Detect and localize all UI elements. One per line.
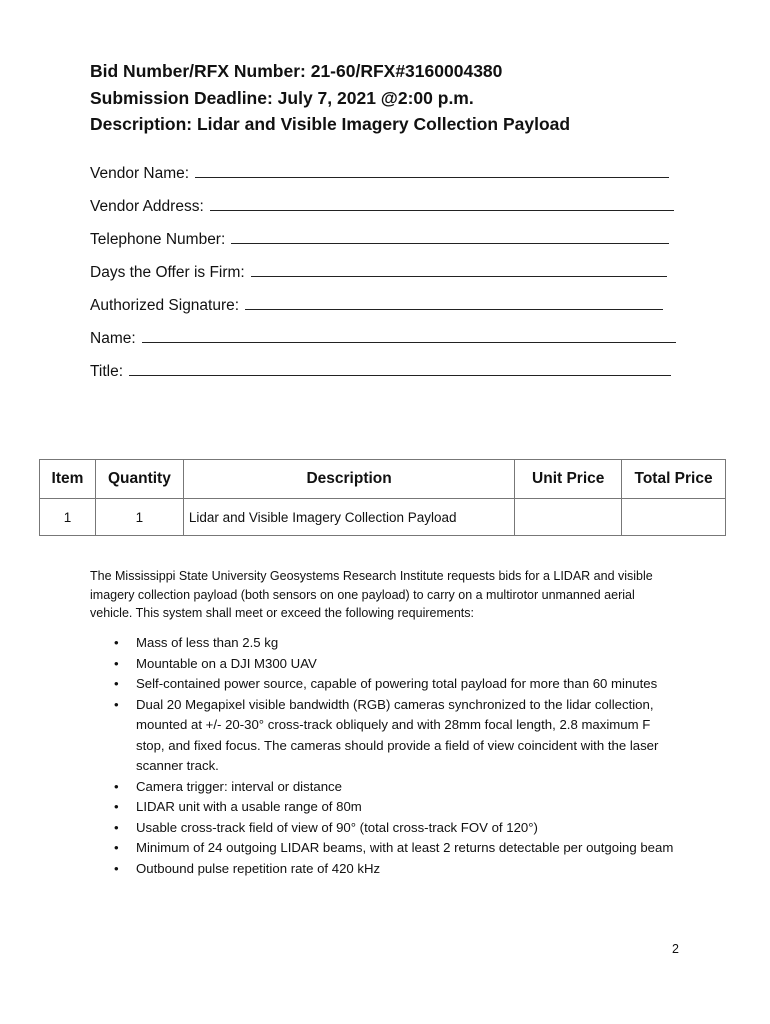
requirement-text: Usable cross-track field of view of 90° (total cross-track FOV of 120°) bbox=[136, 819, 538, 835]
list-item bbox=[90, 859, 680, 880]
list-item bbox=[90, 695, 680, 777]
list-item bbox=[90, 654, 680, 675]
bullet-icon: • bbox=[114, 860, 119, 876]
requirement-text: Outbound pulse repetition rate of 420 kHz bbox=[136, 860, 381, 876]
quantity-cell: 1 bbox=[95, 499, 183, 536]
fill-in-line[interactable] bbox=[210, 193, 674, 211]
telephone-number-field bbox=[90, 226, 690, 259]
field-label: Days the Offer is Firm: bbox=[90, 264, 245, 281]
requirement-text: LIDAR unit with a usable range of 80m bbox=[136, 799, 362, 814]
list-item bbox=[90, 797, 680, 818]
column-header-description: Description bbox=[183, 460, 514, 499]
field-label: Vendor Name: bbox=[90, 165, 190, 182]
bullet-icon: • bbox=[114, 635, 119, 650]
item-cell: 1 bbox=[40, 499, 96, 536]
vendor-info-form bbox=[90, 160, 690, 391]
field-label: Title: bbox=[90, 363, 124, 380]
requirement-text: Minimum of 24 outgoing LIDAR beams, with at least 2 returns detectable per outgoing beam bbox=[136, 840, 674, 855]
list-item bbox=[90, 777, 680, 798]
requirement-text: Mass of less than 2.5 kg bbox=[136, 635, 279, 650]
vendor-name-field bbox=[90, 160, 690, 193]
fill-in-line[interactable] bbox=[195, 160, 669, 178]
column-header-total-price: Total Price bbox=[622, 460, 726, 499]
fill-in-line[interactable] bbox=[251, 259, 667, 277]
bullet-icon: • bbox=[114, 819, 119, 835]
list-item bbox=[90, 818, 680, 839]
bullet-icon: • bbox=[114, 696, 119, 712]
fill-in-line[interactable] bbox=[231, 226, 669, 244]
requirement-text: Self-contained power source, capable of powering total payload for more than 60 minutes bbox=[136, 676, 658, 691]
submission-deadline: Submission Deadline: July 7, 2021 @2:00 p.m. bbox=[90, 87, 474, 108]
table-row bbox=[40, 499, 726, 536]
days-offer-firm-field bbox=[90, 259, 690, 292]
unit-price-cell[interactable] bbox=[515, 499, 622, 536]
bullet-icon: • bbox=[114, 676, 119, 691]
field-label: Name: bbox=[90, 330, 136, 347]
list-item bbox=[90, 838, 680, 859]
authorized-signature-field bbox=[90, 292, 690, 325]
field-label: Vendor Address: bbox=[90, 198, 204, 215]
title-field bbox=[90, 358, 690, 391]
field-label: Telephone Number: bbox=[90, 231, 226, 248]
bid-header bbox=[90, 58, 710, 138]
fill-in-line[interactable] bbox=[129, 358, 671, 376]
page-number: 2 bbox=[672, 942, 679, 956]
bullet-icon: • bbox=[114, 799, 119, 814]
table-header-row bbox=[40, 460, 726, 499]
pricing-table bbox=[39, 459, 726, 536]
vendor-address-field bbox=[90, 193, 690, 226]
total-price-cell[interactable] bbox=[622, 499, 726, 536]
bullet-icon: • bbox=[114, 655, 119, 671]
list-item bbox=[90, 674, 680, 695]
fill-in-line[interactable] bbox=[142, 325, 676, 343]
column-header-item: Item bbox=[40, 460, 96, 499]
bid-description: Description: Lidar and Visible Imagery Collection Payload bbox=[90, 114, 571, 134]
requirement-text: Mountable on a DJI M300 UAV bbox=[136, 655, 317, 671]
requirement-text: Dual 20 Megapixel visible bandwidth (RGB) cameras synchronized to the lidar collection, mounted at +/- 20-30° cross-track obliquely and with 28mm focal length, 2.8 maximum F stop, and fixed focus. The cameras should provide a field of view coincident with the laser scanner track. bbox=[136, 696, 659, 773]
intro-paragraph: The Mississippi State University Geosystems Research Institute requests bids for a LIDAR and visible imagery collection payload (both sensors on one payload) to carry on a multirotor unmanned aerial vehicle. This system shall meet or exceed the following requirements: bbox=[90, 569, 653, 620]
name-field bbox=[90, 325, 690, 358]
requirements-list bbox=[90, 633, 680, 879]
bid-number: Bid Number/RFX Number: 21-60/RFX#3160004380 bbox=[90, 61, 503, 81]
bullet-icon: • bbox=[114, 840, 119, 855]
column-header-unit-price: Unit Price bbox=[515, 460, 622, 499]
fill-in-line[interactable] bbox=[245, 292, 663, 310]
list-item bbox=[90, 633, 680, 654]
requirement-text: Camera trigger: interval or distance bbox=[136, 778, 342, 794]
bullet-icon: • bbox=[114, 778, 119, 794]
column-header-quantity: Quantity bbox=[95, 460, 183, 499]
description-cell: Lidar and Visible Imagery Collection Payload bbox=[183, 499, 514, 536]
field-label: Authorized Signature: bbox=[90, 297, 240, 314]
